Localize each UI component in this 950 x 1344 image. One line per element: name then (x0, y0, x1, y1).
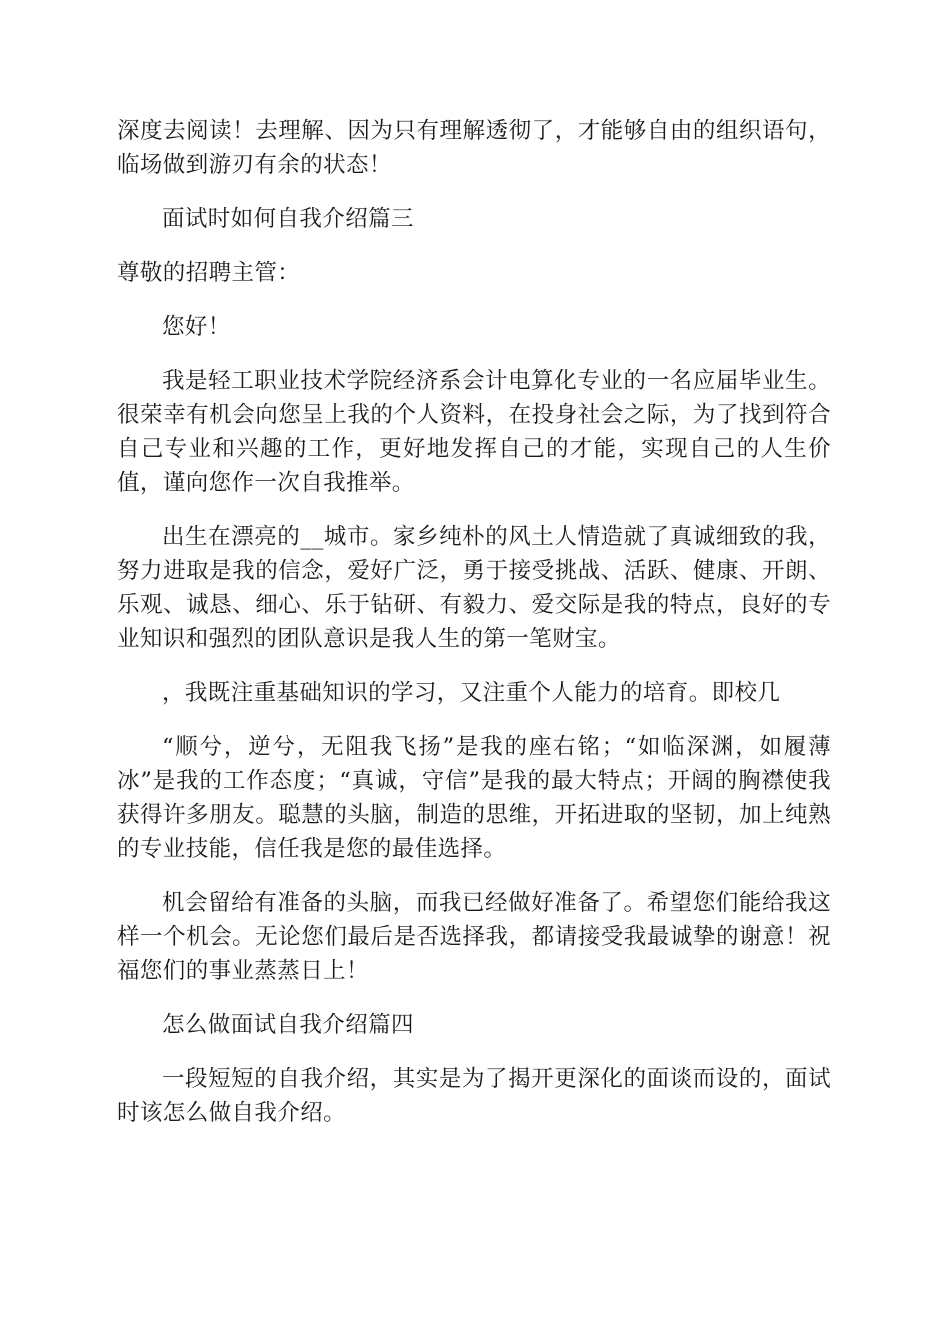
paragraph-background: 出生在漂亮的__城市。家乡纯朴的风土人情造就了真诚细致的我，努力进取是我的信念，爱好广泛，勇于接受挑战、活跃、健康、开朗、乐观、诚恳、细心、乐于钻研、有毅力、爱交际是我的特点，良好的专业知识和强烈的团队意识是我人生的第一笔财宝。 (117, 524, 831, 652)
paragraph-continuation: 深度去阅读！去理解、因为只有理解透彻了，才能够自由的组织语句，临场做到游刃有余的状态！ (117, 118, 831, 178)
section-heading-4: 怎么做面试自我介绍篇四 (162, 1012, 414, 1038)
paragraph-section4: 一段短短的自我介绍，其实是为了揭开更深化的面谈而设的，面试时该怎么做自我介绍。 (117, 1066, 831, 1126)
greeting: 您好！ (162, 314, 231, 340)
document-page (117, 114, 831, 1150)
paragraph-study: ，我既注重基础知识的学习，又注重个人能力的培育。即校几 (162, 680, 781, 706)
paragraph-motto: “顺兮，逆兮，无阻我飞扬”是我的座右铭；“如临深渊，如履薄冰”是我的工作态度；“真诚，守信”是我的最大特点；开阔的胸襟使我获得许多朋友。聪慧的头脑，制造的思维，开拓进取的坚韧，加上纯熟的专业技能，信任我是您的最佳选择。 (117, 734, 831, 862)
paragraph-intro: 我是轻工职业技术学院经济系会计电算化专业的一名应届毕业生。很荣幸有机会向您呈上我的个人资料，在投身社会之际，为了找到符合自己专业和兴趣的工作，更好地发挥自己的才能，实现自己的人生价值，谨向您作一次自我推举。 (117, 368, 831, 496)
paragraph-closing: 机会留给有准备的头脑，而我已经做好准备了。希望您们能给我这样一个机会。无论您们最后是否选择我，都请接受我最诚挚的谢意！祝福您们的事业蒸蒸日上！ (117, 890, 831, 984)
salutation: 尊敬的招聘主管： (117, 260, 301, 286)
section-heading-3: 面试时如何自我介绍篇三 (162, 206, 414, 232)
